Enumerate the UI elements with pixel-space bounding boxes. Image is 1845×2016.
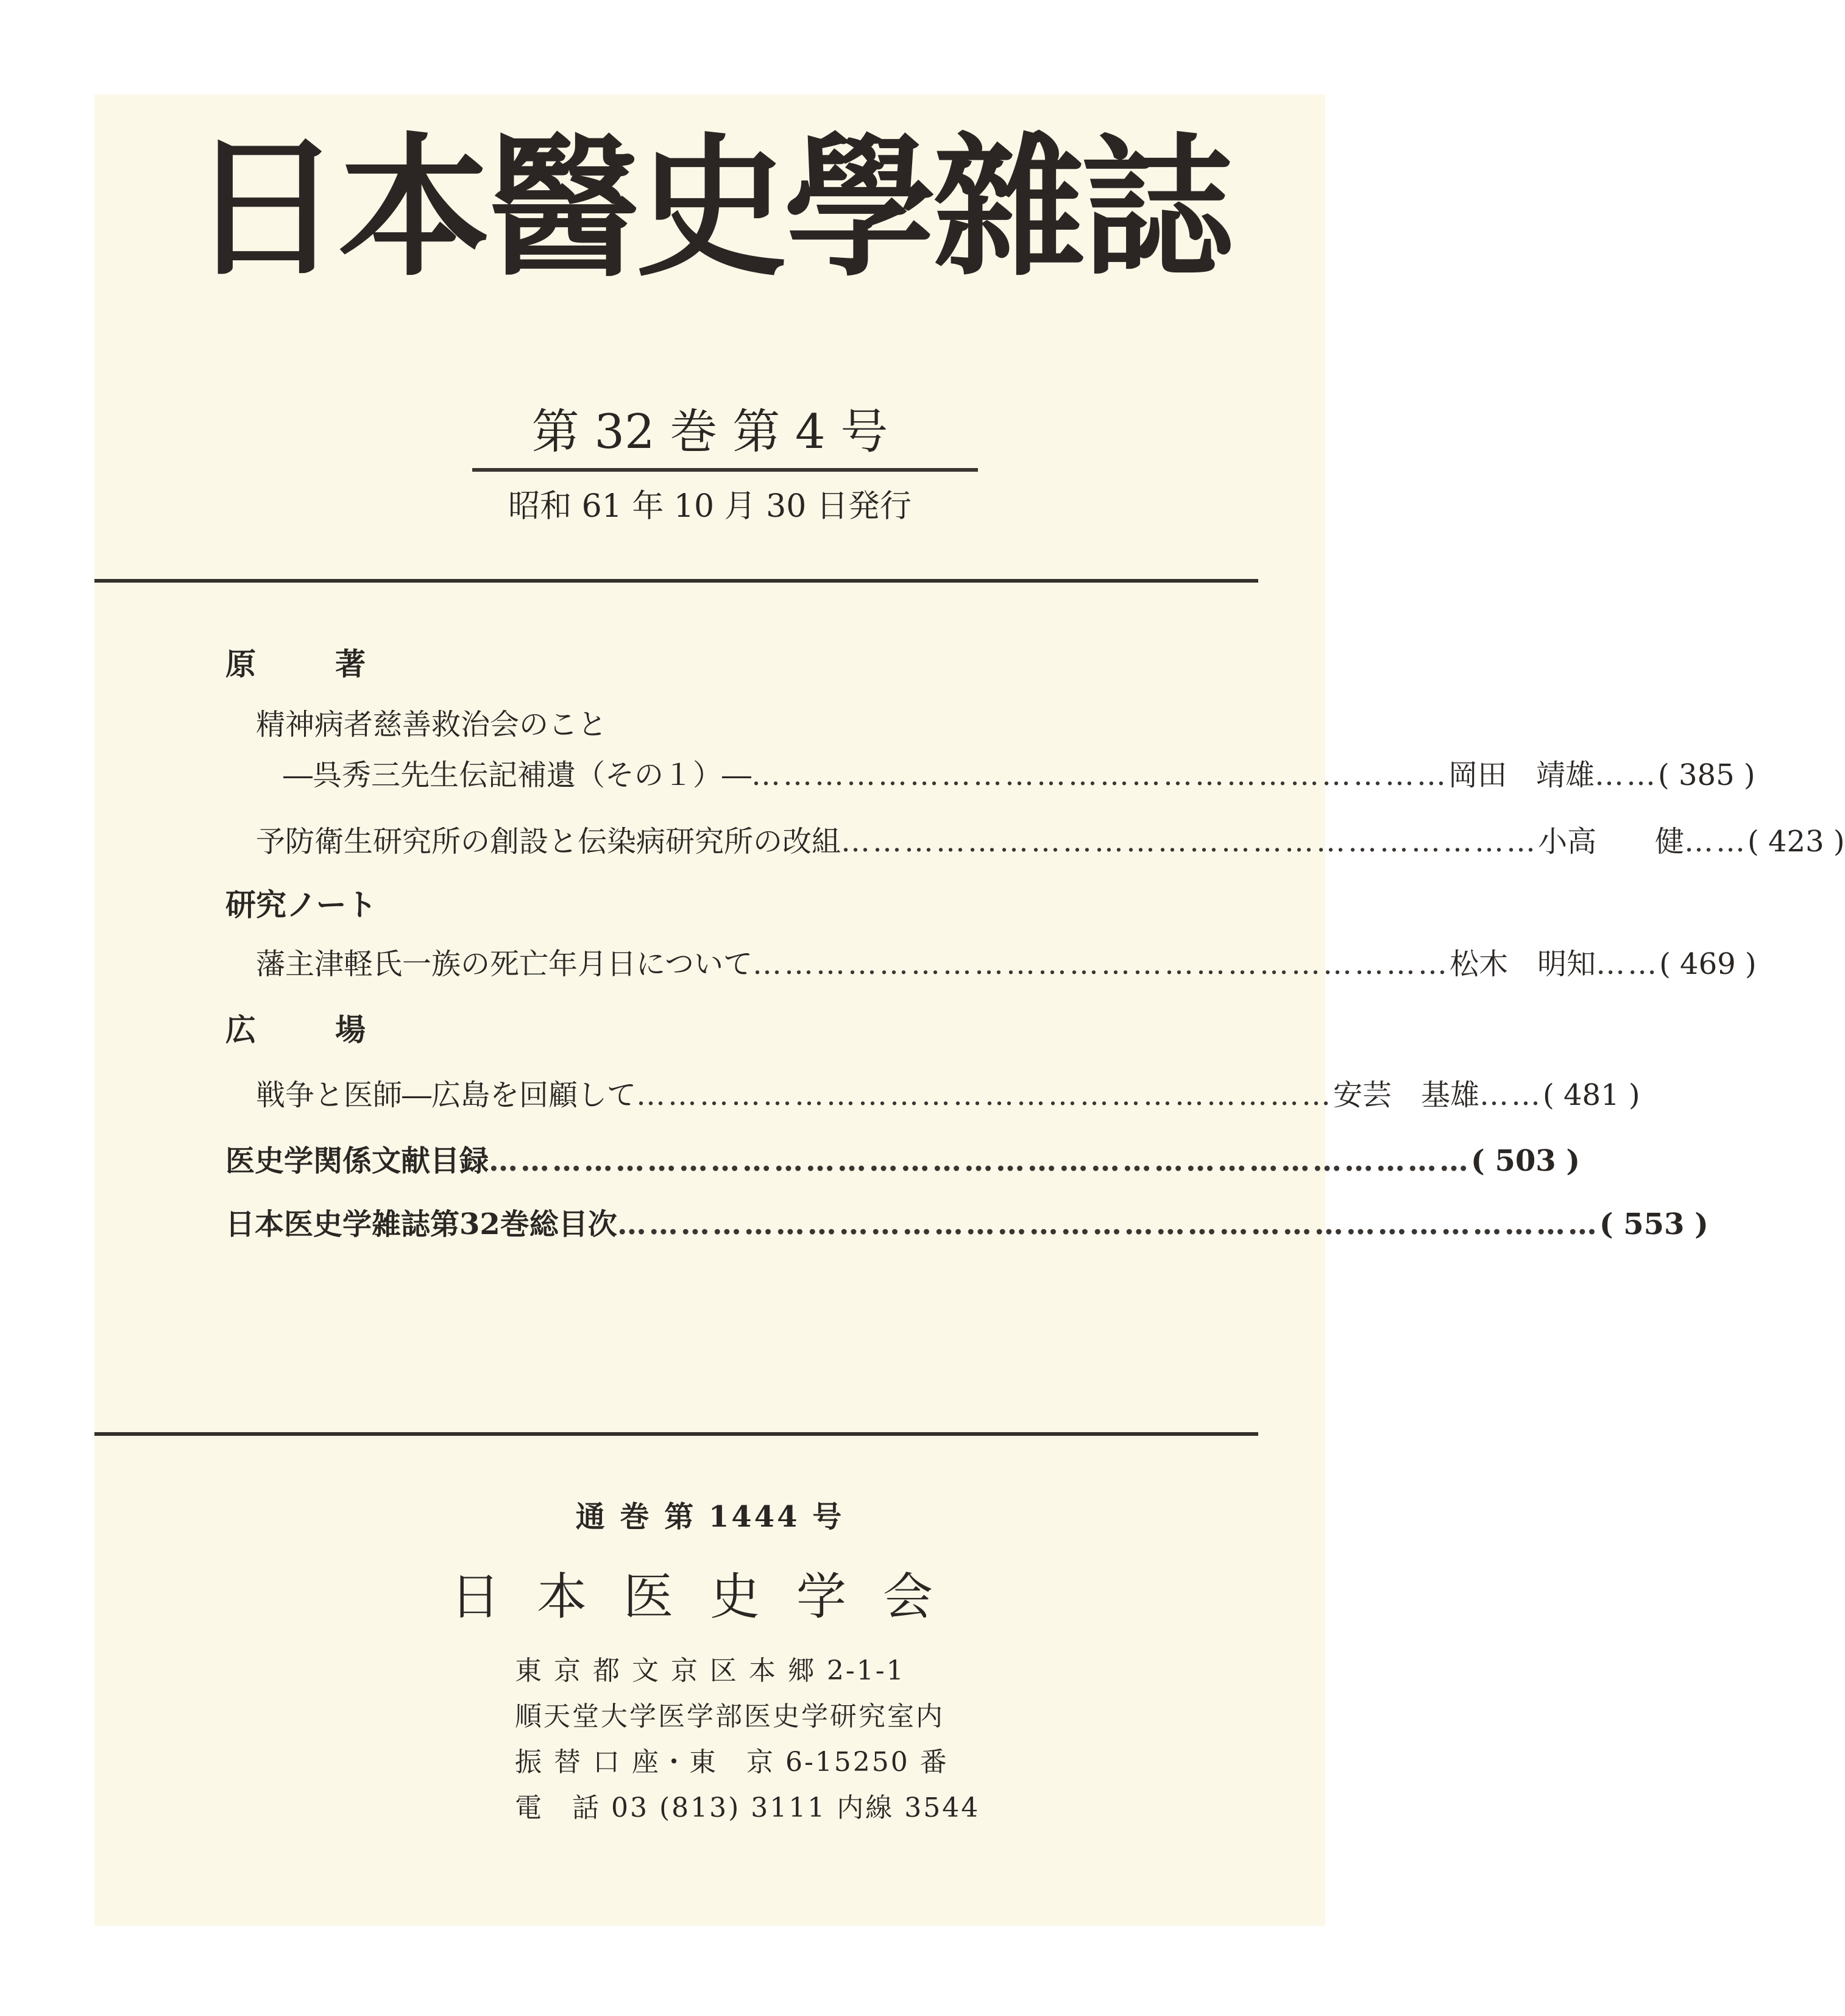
leader-dots: …… — [1596, 947, 1660, 981]
toc-entry — [225, 1207, 1709, 1241]
volume-underline — [472, 468, 978, 472]
leader-dots: …… — [1479, 1078, 1543, 1112]
issue-date: 昭和 61 年 10 月 30 日発行 — [508, 488, 912, 525]
toc-entry — [256, 947, 1757, 981]
toc-entry — [225, 1144, 1581, 1178]
toc-entry — [256, 708, 607, 742]
leader-dots: ………………………………………………………… — [753, 947, 1450, 981]
toc-entry — [256, 825, 1845, 859]
leader-dots: …… — [1684, 825, 1748, 859]
entry-author: 安芸 基雄 — [1333, 1078, 1480, 1112]
entry-title: 精神病者慈善救治会のこと — [256, 708, 607, 742]
entry-title: 藩主津軽氏一族の死亡年月日について — [256, 947, 753, 981]
leader-dots: …… — [1595, 758, 1659, 792]
entry-title: 戦争と医師―広島を回顧して — [256, 1078, 637, 1112]
entry-page: ( 553 ) — [1599, 1207, 1709, 1241]
entry-page: ( 423 ) — [1748, 825, 1845, 859]
address-line: 東 京 都 文 京 区 本 郷 2-1-1 — [515, 1655, 905, 1686]
journal-page — [94, 94, 1845, 1926]
toc-entry — [283, 758, 1755, 792]
address-line: 振 替 口 座・東 京 6-15250 番 — [515, 1747, 949, 1778]
leader-dots: ………………………………………………………………………………… — [489, 1144, 1471, 1178]
leader-dots: ………………………………………………………… — [636, 1078, 1334, 1112]
publisher-name: 日本医史学会 — [450, 1568, 969, 1626]
leader-dots: ………………………………………………………… — [841, 825, 1539, 859]
entry-page: ( 469 ) — [1659, 947, 1757, 981]
journal-title: 日本醫史學雜誌 — [189, 118, 1230, 297]
address-line: 順天堂大学医学部医史学研究室内 — [515, 1701, 944, 1732]
entry-title: 予防衛生研究所の創設と伝染病研究所の改組 — [256, 825, 841, 859]
entry-author: 小高 健 — [1538, 825, 1685, 859]
entry-page: ( 481 ) — [1543, 1078, 1640, 1112]
entry-title: 日本医史学雑誌第32巻総目次 — [225, 1207, 617, 1241]
entry-title: 医史学関係文献目録 — [225, 1144, 489, 1178]
address-line: 電 話 03 (813) 3111 内線 3544 — [515, 1792, 980, 1823]
entry-title: ―呉秀三先生伝記補遺（その１）― — [283, 758, 752, 792]
section-heading-original: 原 著 — [225, 646, 390, 682]
bottom-divider — [94, 1432, 1258, 1436]
entry-page: ( 385 ) — [1658, 758, 1755, 792]
serial-number: 通 巻 第 1444 号 — [575, 1500, 845, 1534]
toc-entry — [256, 1078, 1640, 1112]
volume-number: 第 32 巻 第 4 号 — [531, 405, 888, 460]
entry-author: 岡田 靖雄 — [1448, 758, 1595, 792]
section-heading-research-note: 研究ノート — [225, 887, 377, 923]
leader-dots: ………………………………………………………… — [751, 758, 1449, 792]
section-heading-forum: 広 場 — [225, 1012, 390, 1048]
entry-page: ( 503 ) — [1471, 1144, 1581, 1178]
entry-author: 松木 明知 — [1450, 947, 1596, 981]
top-divider — [94, 579, 1258, 583]
leader-dots: ………………………………………………………………………………… — [617, 1207, 1599, 1241]
